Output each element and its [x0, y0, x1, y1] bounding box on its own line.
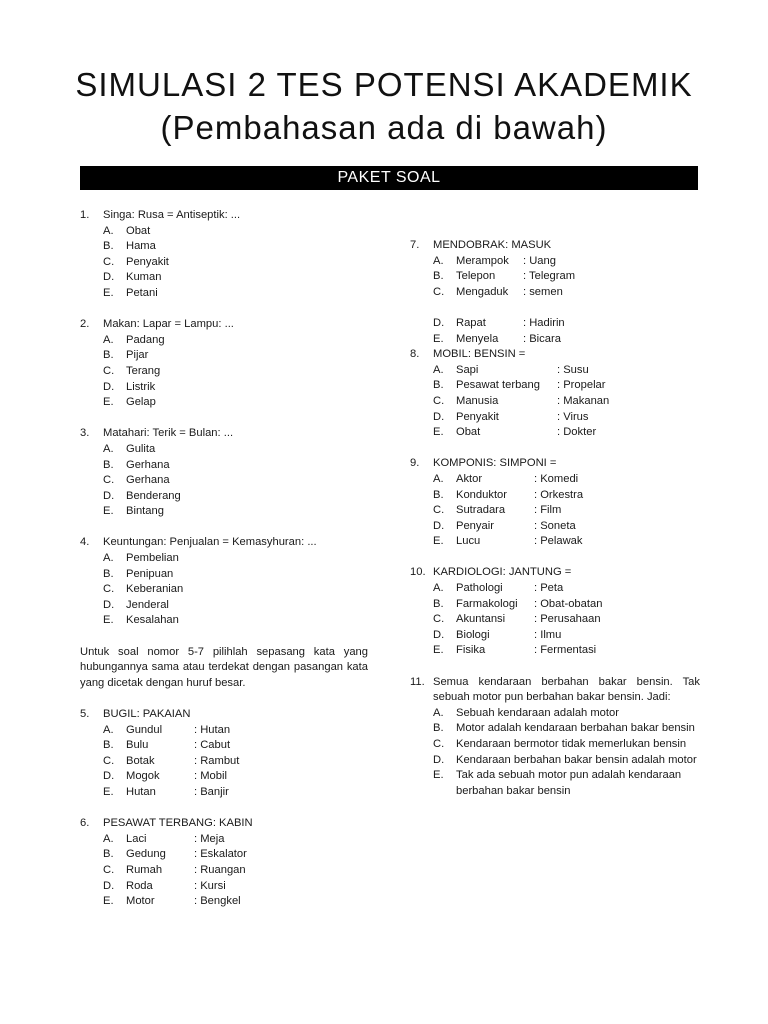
option-b — [410, 721, 700, 737]
option-letter: C. — [103, 583, 115, 596]
option-text: Biologi — [456, 628, 490, 641]
option-letter: C. — [433, 285, 445, 298]
option-letter: A. — [103, 224, 114, 237]
option-letter: A. — [433, 582, 444, 595]
question-number: 4. — [80, 536, 90, 549]
option-b — [80, 239, 368, 255]
option-letter: B. — [433, 722, 444, 735]
option-e — [80, 613, 368, 629]
option-c — [80, 582, 368, 598]
question-number: 8. — [410, 348, 420, 361]
option-letter: E. — [103, 286, 114, 299]
option-letter: D. — [103, 770, 115, 783]
option-c — [80, 863, 368, 879]
option-text: Penyakit — [456, 410, 499, 423]
option-text: Hama — [126, 240, 156, 253]
question-text: MOBIL: BENSIN = — [433, 348, 526, 361]
option-letter: D. — [433, 753, 445, 766]
option-text: Gulita — [126, 442, 156, 455]
option-text: Laci — [126, 832, 147, 845]
option-b — [80, 738, 368, 754]
option-letter: A. — [433, 363, 444, 376]
option-letter: D. — [103, 380, 115, 393]
option-pair: : Fermentasi — [534, 644, 597, 657]
option-letter: E. — [433, 535, 444, 548]
option-a — [410, 254, 700, 270]
spacer — [410, 300, 700, 316]
question-9 — [410, 456, 700, 550]
option-letter: E. — [103, 785, 114, 798]
option-d — [80, 769, 368, 785]
question-text: Matahari: Terik = Bulan: ... — [103, 427, 234, 440]
option-letter: B. — [103, 458, 114, 471]
option-c — [80, 473, 368, 489]
option-text: Kesalahan — [126, 614, 179, 627]
question-number: 1. — [80, 209, 90, 221]
option-d — [410, 753, 700, 769]
option-e — [410, 534, 700, 550]
option-letter: E. — [433, 332, 444, 345]
option-pair: : Peta — [534, 582, 564, 595]
option-letter: D. — [433, 410, 445, 423]
option-e — [410, 332, 700, 348]
option-text: Aktor — [456, 472, 483, 485]
option-a — [410, 706, 700, 722]
option-text: Botak — [126, 754, 155, 767]
option-b — [80, 567, 368, 583]
option-pair: : Virus — [557, 410, 589, 423]
option-text: Konduktor — [456, 488, 507, 501]
option-letter: B. — [103, 240, 114, 253]
option-pair: : Makanan — [557, 394, 610, 407]
option-pair: : Hutan — [194, 723, 231, 736]
option-pair: : Rambut — [194, 754, 240, 767]
option-c — [80, 255, 368, 271]
option-text: Listrik — [126, 380, 156, 393]
question-text: Makan: Lapar = Lampu: ... — [103, 318, 234, 331]
option-letter: B. — [103, 349, 114, 362]
option-letter: A. — [103, 832, 114, 845]
option-pair: : Bicara — [523, 332, 561, 345]
option-text: Mengaduk — [456, 285, 509, 298]
question-7 — [410, 238, 700, 347]
option-pair: : Bengkel — [194, 895, 241, 908]
question-text: PESAWAT TERBANG: KABIN — [103, 817, 253, 830]
option-text: Benderang — [126, 489, 181, 502]
option-text: Roda — [126, 879, 153, 892]
option-c — [410, 737, 700, 753]
question-text: Semua kendaraan berbahan bakar bensin. Tak sebuah motor pun berbahan bakar bensin. Jadi: — [433, 675, 700, 704]
option-e — [410, 768, 700, 799]
question-text: KOMPONIS: SIMPONI = — [433, 457, 557, 470]
option-text: Gerhana — [126, 458, 170, 471]
option-d — [80, 270, 368, 286]
question-number: 11. — [410, 675, 425, 688]
option-letter: E. — [103, 396, 114, 409]
question-11 — [410, 675, 700, 800]
option-d — [80, 598, 368, 614]
option-text: Pembelian — [126, 552, 179, 565]
option-letter: B. — [433, 379, 444, 392]
option-text: Merampok — [456, 254, 509, 267]
option-text: Penipuan — [126, 567, 174, 580]
option-letter: B. — [103, 739, 114, 752]
option-letter: C. — [103, 754, 115, 767]
option-text: Telepon — [456, 270, 496, 283]
option-letter: A. — [433, 254, 444, 267]
option-pair: : Komedi — [534, 472, 579, 485]
option-text: Keberanian — [126, 583, 184, 596]
option-text: Rumah — [126, 863, 163, 876]
option-letter: C. — [433, 504, 445, 517]
document-title: SIMULASI 2 TES POTENSI AKADEMIK — [75, 66, 693, 103]
option-text: Obat — [126, 224, 151, 237]
option-d — [80, 879, 368, 895]
option-text: Pijar — [126, 349, 149, 362]
question-10 — [410, 565, 700, 659]
option-a — [80, 333, 368, 349]
option-text: Gerhana — [126, 474, 170, 487]
option-letter: D. — [433, 628, 445, 641]
option-text: Obat — [456, 426, 481, 439]
option-text: Tak ada sebuah motor pun adalah kendaraan berbahan bakar bensin — [456, 769, 682, 797]
question-text: KARDIOLOGI: JANTUNG = — [433, 566, 572, 579]
option-c — [80, 754, 368, 770]
option-text: Fisika — [456, 644, 486, 657]
option-d — [80, 489, 368, 505]
option-letter: A. — [103, 723, 114, 736]
option-pair: : Propelar — [557, 379, 606, 392]
question-number: 10. — [410, 566, 426, 579]
option-letter: C. — [433, 394, 445, 407]
option-text: Mogok — [126, 770, 160, 783]
question-4 — [80, 535, 368, 629]
option-e — [80, 395, 368, 411]
option-pair: : Soneta — [534, 519, 576, 532]
option-letter: C. — [103, 474, 115, 487]
question-number: 9. — [410, 457, 420, 470]
question-number: 7. — [410, 239, 420, 251]
document-subtitle: (Pembahasan ada di bawah) — [160, 109, 608, 146]
option-text: Farmakologi — [456, 597, 518, 610]
option-letter: A. — [103, 552, 114, 565]
option-pair: : Hadirin — [523, 316, 565, 329]
option-e — [80, 785, 368, 801]
question-2 — [80, 317, 368, 411]
option-letter: D. — [103, 879, 115, 892]
instruction-paragraph: Untuk soal nomor 5-7 pilihlah sepasang kata yang hubungannya sama atau terdekat dengan pasangan kata yang dicetak dengan huruf besar. — [80, 645, 368, 689]
option-letter: B. — [433, 488, 444, 501]
option-d — [410, 628, 700, 644]
option-letter: C. — [433, 613, 445, 626]
option-letter: E. — [433, 644, 444, 657]
option-d — [410, 410, 700, 426]
option-text: Petani — [126, 286, 158, 299]
option-letter: E. — [103, 614, 114, 627]
option-text: Pesawat terbang — [456, 379, 540, 392]
question-6 — [80, 816, 368, 910]
option-a — [410, 363, 700, 379]
question-8 — [410, 347, 700, 441]
option-c — [410, 285, 700, 301]
option-letter: A. — [103, 442, 114, 455]
option-letter: C. — [103, 364, 115, 377]
option-a — [410, 581, 700, 597]
question-text: Singa: Rusa = Antiseptik: ... — [103, 209, 241, 221]
option-pair: : Telegram — [523, 270, 576, 283]
option-letter: E. — [433, 769, 444, 782]
option-text: Pathologi — [456, 582, 503, 595]
option-e — [410, 643, 700, 659]
question-number: 3. — [80, 427, 90, 440]
option-c — [80, 364, 368, 380]
option-pair: : Banjir — [194, 785, 229, 798]
question-text: Keuntungan: Penjualan = Kemasyhuran: ... — [103, 536, 317, 549]
option-text: Akuntansi — [456, 613, 506, 626]
option-text: Padang — [126, 333, 165, 346]
option-d — [80, 380, 368, 396]
right-column — [410, 238, 700, 815]
option-letter: C. — [103, 863, 115, 876]
question-3 — [80, 426, 368, 520]
section-banner: PAKET SOAL — [80, 166, 698, 190]
option-b — [410, 269, 700, 285]
option-letter: D. — [433, 316, 445, 329]
question-5 — [80, 707, 368, 801]
option-text: Bulu — [126, 739, 149, 752]
option-text: Menyela — [456, 332, 499, 345]
question-1 — [80, 208, 368, 302]
option-letter: E. — [103, 895, 114, 908]
option-letter: A. — [433, 472, 444, 485]
option-text: Hutan — [126, 785, 156, 798]
option-pair: : semen — [523, 285, 563, 298]
option-b — [80, 458, 368, 474]
option-pair: : Ilmu — [534, 628, 562, 641]
option-a — [410, 472, 700, 488]
option-letter: D. — [103, 598, 115, 611]
option-pair: : Meja — [194, 832, 225, 845]
option-letter: A. — [103, 333, 114, 346]
option-b — [80, 847, 368, 863]
option-pair: : Kursi — [194, 879, 226, 892]
option-c — [410, 394, 700, 410]
option-pair: : Eskalator — [194, 848, 247, 861]
option-b — [410, 488, 700, 504]
option-letter: E. — [103, 505, 114, 518]
option-text: Sapi — [456, 363, 479, 376]
option-letter: D. — [103, 489, 115, 502]
option-pair: : Pelawak — [534, 535, 583, 548]
option-pair: : Film — [534, 504, 562, 517]
option-pair: : Mobil — [194, 770, 227, 783]
option-letter: B. — [433, 597, 444, 610]
question-text: BUGIL: PAKAIAN — [103, 708, 191, 720]
option-letter: E. — [433, 426, 444, 439]
option-text: Penyair — [456, 519, 494, 532]
option-text: Sebuah kendaraan adalah motor — [456, 706, 619, 719]
option-text: Penyakit — [126, 255, 169, 268]
option-text: Kuman — [126, 271, 162, 284]
option-pair: : Uang — [523, 254, 556, 267]
option-b — [410, 597, 700, 613]
option-text: Terang — [126, 364, 161, 377]
option-pair: : Perusahaan — [534, 613, 601, 626]
option-text: Jenderal — [126, 598, 169, 611]
option-text: Gelap — [126, 396, 156, 409]
option-letter: A. — [433, 706, 444, 719]
option-b — [410, 378, 700, 394]
option-e — [410, 425, 700, 441]
option-pair: : Susu — [557, 363, 589, 376]
left-column — [80, 208, 368, 925]
question-number: 5. — [80, 708, 90, 720]
option-text: Kendaraan bermotor tidak memerlukan bensin — [456, 738, 687, 750]
option-e — [80, 504, 368, 520]
option-pair: : Dokter — [557, 426, 597, 439]
option-text: Rapat — [456, 316, 486, 329]
option-text: Sutradara — [456, 504, 506, 517]
option-e — [80, 286, 368, 302]
question-text: MENDOBRAK: MASUK — [433, 239, 552, 251]
option-b — [80, 348, 368, 364]
option-pair: : Obat-obatan — [534, 597, 603, 610]
question-number: 6. — [80, 817, 90, 830]
option-a — [80, 551, 368, 567]
option-letter: B. — [103, 848, 114, 861]
option-a — [80, 442, 368, 458]
option-text: Gundul — [126, 723, 163, 736]
option-text: Lucu — [456, 535, 481, 548]
option-letter: D. — [103, 271, 115, 284]
option-pair: : Cabut — [194, 739, 231, 752]
option-pair: : Orkestra — [534, 488, 584, 501]
option-text: Motor adalah kendaraan berbahan bakar bensin — [456, 722, 695, 735]
option-letter: D. — [433, 519, 445, 532]
option-text: Gedung — [126, 848, 166, 861]
option-a — [80, 723, 368, 739]
option-text: Bintang — [126, 505, 164, 518]
option-a — [80, 832, 368, 848]
option-letter: C. — [103, 255, 115, 268]
option-d — [410, 519, 700, 535]
option-text: Kendaraan berbahan bakar bensin adalah motor — [456, 753, 697, 766]
option-text: Manusia — [456, 394, 499, 407]
option-c — [410, 612, 700, 628]
question-number: 2. — [80, 318, 90, 331]
option-text: Motor — [126, 895, 155, 908]
option-c — [410, 503, 700, 519]
option-d — [410, 316, 700, 332]
option-letter: B. — [103, 567, 114, 580]
option-letter: C. — [433, 738, 445, 750]
option-letter: B. — [433, 270, 444, 283]
option-e — [80, 894, 368, 910]
option-pair: : Ruangan — [194, 863, 246, 876]
option-a — [80, 224, 368, 240]
